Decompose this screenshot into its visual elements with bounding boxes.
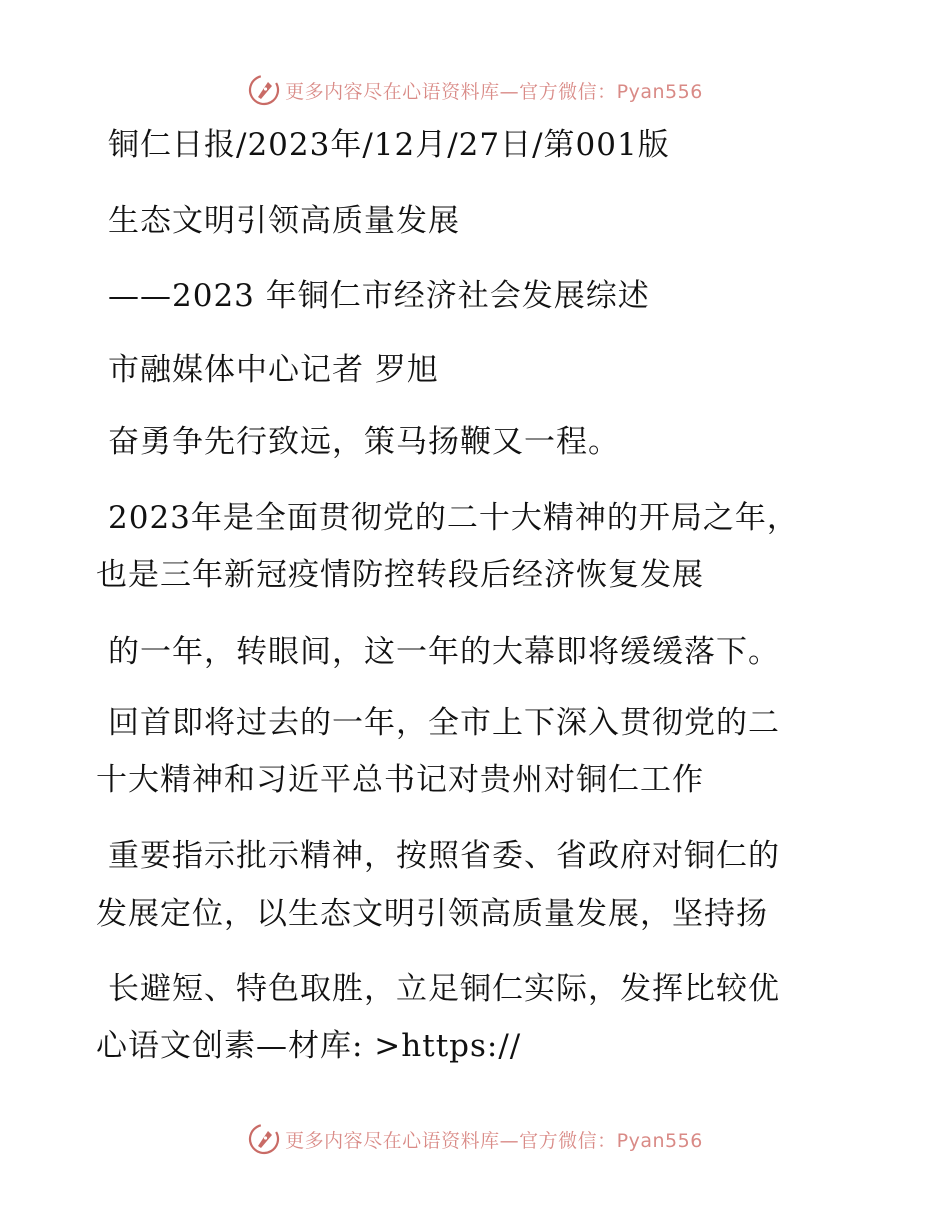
watermark-text: 更多内容尽在心语资料库—官方微信：Pyan556	[285, 80, 703, 103]
body-line: 发展定位，以生态文明引领高质量发展，坚持扬	[96, 896, 768, 932]
article-title: 生态文明引领高质量发展	[108, 203, 460, 239]
watermark-text: 更多内容尽在心语资料库—官方微信：Pyan556	[285, 1129, 703, 1152]
byline: 市融媒体中心记者 罗旭	[108, 352, 439, 388]
dateline: 铜仁日报/2023年/12月/27日/第001版	[108, 127, 670, 163]
body-line: 心语文创素—材库: >https://	[96, 1028, 522, 1064]
article-subtitle: ——2023 年铜仁市经济社会发展综述	[108, 278, 650, 314]
body-line: 长避短、特色取胜，立足铜仁实际，发挥比较优	[108, 971, 780, 1007]
body-line: 重要指示批示精神，按照省委、省政府对铜仁的	[108, 838, 780, 874]
body-line: 奋勇争先行致远，策马扬鞭又一程。	[108, 424, 620, 460]
footer-watermark-banner	[0, 1119, 950, 1159]
body-line: 十大精神和习近平总书记对贵州对铜仁工作	[96, 762, 704, 798]
body-line: 2023年是全面贯彻党的二十大精神的开局之年，	[108, 500, 799, 536]
body-line: 的一年，转眼间，这一年的大幕即将缓缓落下。	[108, 634, 780, 670]
body-line: 也是三年新冠疫情防控转段后经济恢复发展	[96, 557, 704, 593]
pen-nib-logo-icon	[247, 1122, 281, 1156]
pen-nib-logo-icon	[247, 73, 281, 107]
body-line: 回首即将过去的一年，全市上下深入贯彻党的二	[108, 705, 780, 741]
header-watermark-banner	[0, 70, 950, 110]
